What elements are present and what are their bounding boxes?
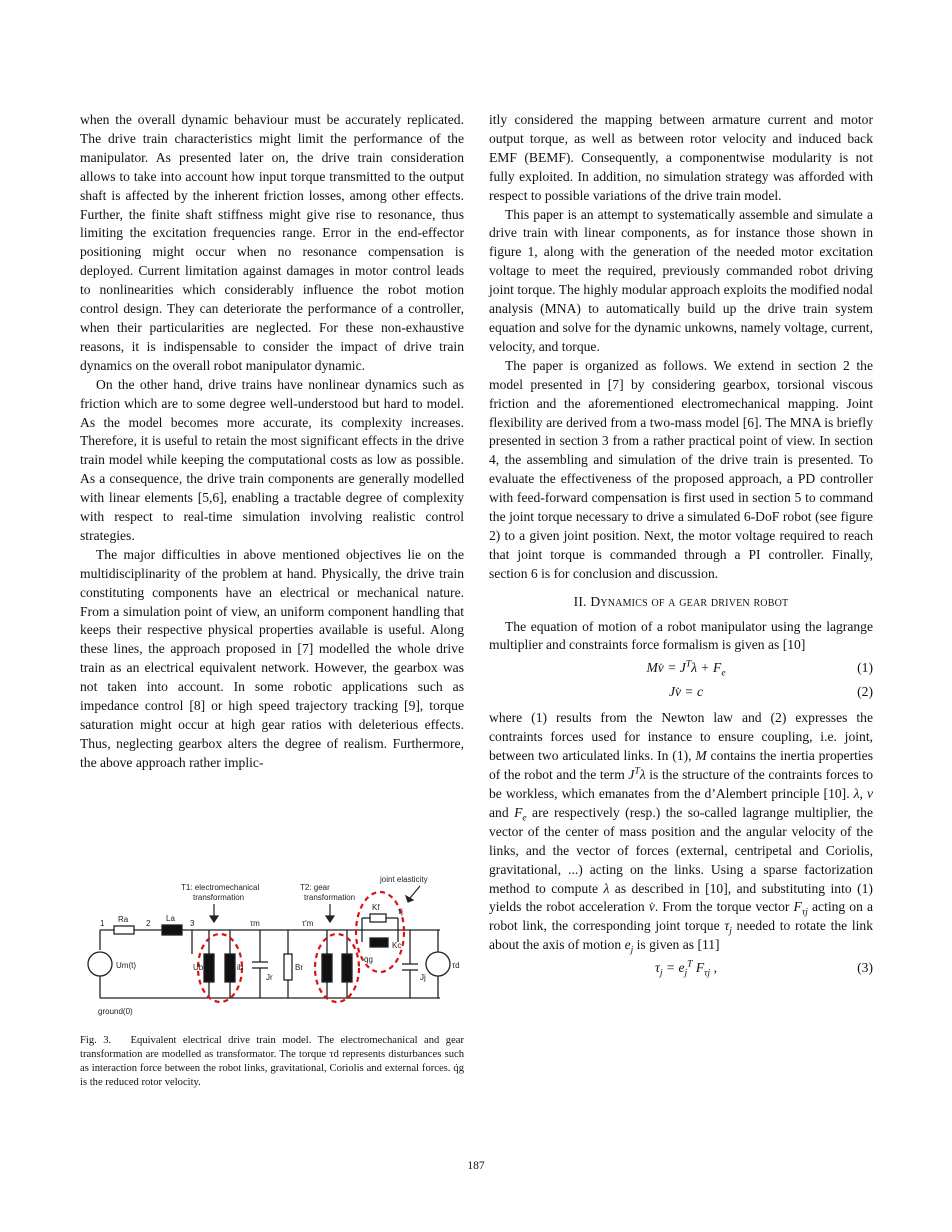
equation-1: Mv̇ = $J^T\lambda + F_e$ (1) [646, 659, 873, 679]
equation-2: Jv̇ = c (2) [489, 681, 873, 703]
label-ub: Ub [193, 963, 204, 972]
figure-caption [80, 1034, 464, 1090]
page-number: 187 [467, 1160, 485, 1172]
label-br: Br [295, 963, 303, 972]
label-n1: 1 [100, 919, 105, 928]
paragraph: On the other hand, drive trains have nonlinear dynamics such as friction which are to some degree well-understood but hard to model. As the model becomes more accurate, its complexity increases. Therefore, it is useful to retain the most significant effects in the drive train model while keeping the computational costs as low as possible. As a consequence, the drive train components are generally modelled with linear elements [5,6], enabling a tractable degree of complexity with respect to real-time simulation involving realistic control strategies. [80, 376, 464, 543]
label-t2b: transformation [304, 893, 356, 902]
label-ground: ground(0) [98, 1007, 133, 1016]
label-t2: T2: gear [300, 883, 330, 892]
text-run: where (1) results from the Newton law and (2) expresses the contraints forces used for instance to ensure coupling, i.e. joint, between two articulated links. In (1), [489, 710, 873, 764]
label-la: La [166, 914, 175, 923]
text-run: is the structure of the contraints forces to be workless, which emanates from the d’Alembert principle [10]. [489, 767, 873, 801]
label-t1: T1: electromechanical [181, 883, 260, 892]
label-tau: τd [452, 961, 460, 970]
label-um: Um(t) [116, 961, 136, 970]
label-jr: Jr [266, 973, 273, 982]
equation-number: (1) [857, 659, 873, 675]
text-run: as described in [10], and substituting into (1) yields the robot acceleration [489, 880, 873, 915]
caption-text: Equivalent electrical drive train model. The electromechanical and gear transformation are modelled as transformator. The torque τd represents disturbances such as interaction force between the robot links, gravitational, Coriolis and external forces. q̇g is the reduced rotor velocity. [80, 1035, 465, 1088]
caption-label: Fig. 3. [80, 1035, 112, 1046]
section-title: Dynamics of a gear driven robot [590, 593, 789, 609]
equation-number: (2) [857, 683, 873, 699]
left-column [80, 111, 464, 773]
label-jj: Jj [420, 973, 426, 982]
equation-3: $\tau_j = e_j^T$ $F_{\tau j}$ , (3) [654, 959, 873, 979]
label-kc: Kc [392, 941, 402, 950]
label-n2: 2 [146, 919, 151, 928]
paragraph: The major difficulties in above mentioned objectives lie on the multidisciplinarity of the problem at hand. Physically, the drive train constituting components have an electrical or mechanical nature. From a simulation point of view, an uniform component handling that keeps their respective physical properties available is useful. Along these lines, the approach proposed in [7] modelled the whole drive train as an electrical equivalent network. However, the gearbox was not taken into account. In some robotic applications such as impedance control [8] or high speed trajectory tracking [9], torque saturation might occur at high gear ratios with deleterious effects. Thus, neglecting gearbox alters the degree of realism. Furthermore, the above approach rather implic- [80, 546, 464, 770]
paragraph: This paper is an attempt to systematically assemble and simulate a drive train with linear components, as for instance those shown in figure 1, along with the generation of the needed motor excitation voltage to meet the required, previously commanded robot driving joint torque. The highly modular approach exploits the modified nodal analysis (MNA) to automatically build up the drive train system equation and solve for the dynamic unkowns, namely voltage, current, velocity, and torque. [489, 206, 873, 354]
right-column [489, 111, 873, 981]
text-run: are respectively (resp.) the so-called lagrange multiplier, the vector of the center of mass position and the angular velocity of the links, and the vector of forces (external, centripetal and Coriolis, gravitational, ...) acting on the links. Using a sparse factorization method to compute [489, 804, 873, 896]
section-number: II. [573, 593, 587, 609]
text-run: . From the torque vector [654, 899, 790, 915]
text-run: acting on a robot link, the corresponding joint torque [489, 899, 874, 934]
label-ib: ib [237, 963, 244, 972]
circuit-diagram [80, 870, 464, 1020]
section-heading [489, 593, 873, 612]
label-qg: q̇g [364, 955, 373, 964]
text-run: needed to rotate the link about the axis of motion [489, 918, 874, 953]
paragraph: The paper is organized as follows. We extend in section 2 the model presented in [7] by considering gearbox, torsional viscous friction and the aforementioned electromechanical mapping. Joint flexibility are derived from a two-mass model [6]. The MNA is briefly presented in section 3 from a rather practical point of view. In section 4, the assembling and simulation of the drive train is presented. To evaluate the effectiveness of the proposed approach, a PD controller with feed-forward compensation is first used in section 5 to command the joint torque necessary to drive a simulated 6-DoF robot (see figure 2) to a given joint position. Next, the motor voltage required to reach that joint torque is commanded through a PI controller. Finally, section 6 is for conclusion and discussion. [489, 357, 873, 581]
label-tj: τj [398, 907, 403, 916]
paragraph: when the overall dynamic behaviour must be accurately replicated. The drive train characteristics might limit the performance of the manipulator. As presented later on, the drive train consideration allows to take into account how input torque transmitted to the output shaft is affected by the inherent friction losses, among other effects. Further, the finite shaft stiffness might give rise to resonance, thus limiting the excitation frequencies range. Error in the end-effector positioning might occur when no resonance compensation is deployed. Current limitation against damages in motor control leads to nonlinearities which considerably influence the robot motion control design. They can deteriorate the performance of a controller, when their particularities are neglected. For these non-exhaustive reasons, it is indispensable to consider the impact of drive train dynamics on the overall robot manipulator dynamic. [80, 112, 464, 373]
label-ra: Ra [118, 915, 129, 924]
paragraph: itly considered the mapping between armature current and motor output torque, as well as between rotor velocity and induced back EMF (BEMF). Consequently, a componentwise modularity is not fully exploited. In addition, no simulation strategy was afforded with respect to possible variations of the drive train model. [489, 112, 873, 203]
label-t1b: transformation [193, 893, 245, 902]
label-n3: 3 [190, 919, 195, 928]
paragraph: The equation of motion of a robot manipulator using the lagrange multiplier and constraints force formalism is given as [10] [489, 618, 873, 653]
label-tmp: τ'm [302, 919, 314, 928]
text-run: is given as [11] [636, 937, 720, 953]
circuit-figure [80, 870, 464, 1020]
equation-number: (3) [857, 959, 873, 975]
label-joint: joint elasticity [380, 875, 428, 884]
label-tm: τm [250, 919, 260, 928]
text-run: contains the inertia properties of the robot and the term [489, 748, 873, 783]
label-kf: Kf [372, 903, 380, 912]
paragraph: where (1) results from the Newton law and (2) expresses the contraints forces used for instance to ensure coupling, i.e. joint, between two articulated links. In (1), M contains the inertia properties of the robot and the term $J^T\lambda$ is the structure of the contraints forces to be workless, which emanates from the d’Alembert principle [10]. λ, v and $F_e$ are respectively (resp.) the so-called lagrange multiplier, the vector of the center of mass position and the angular velocity of the links, and the vector of forces (external, centripetal and Coriolis, gravitational, ...) acting on the links. Using a sparse factorization method to compute λ as described in [10], and substituting into (1) yields the robot acceleration v̇. From the torque vector $F_{\tau j}$ acting on a robot link, the corresponding joint torque $\tau_j$ needed to rotate the link about the axis of motion $e_j$ is given as [11] [489, 710, 874, 956]
